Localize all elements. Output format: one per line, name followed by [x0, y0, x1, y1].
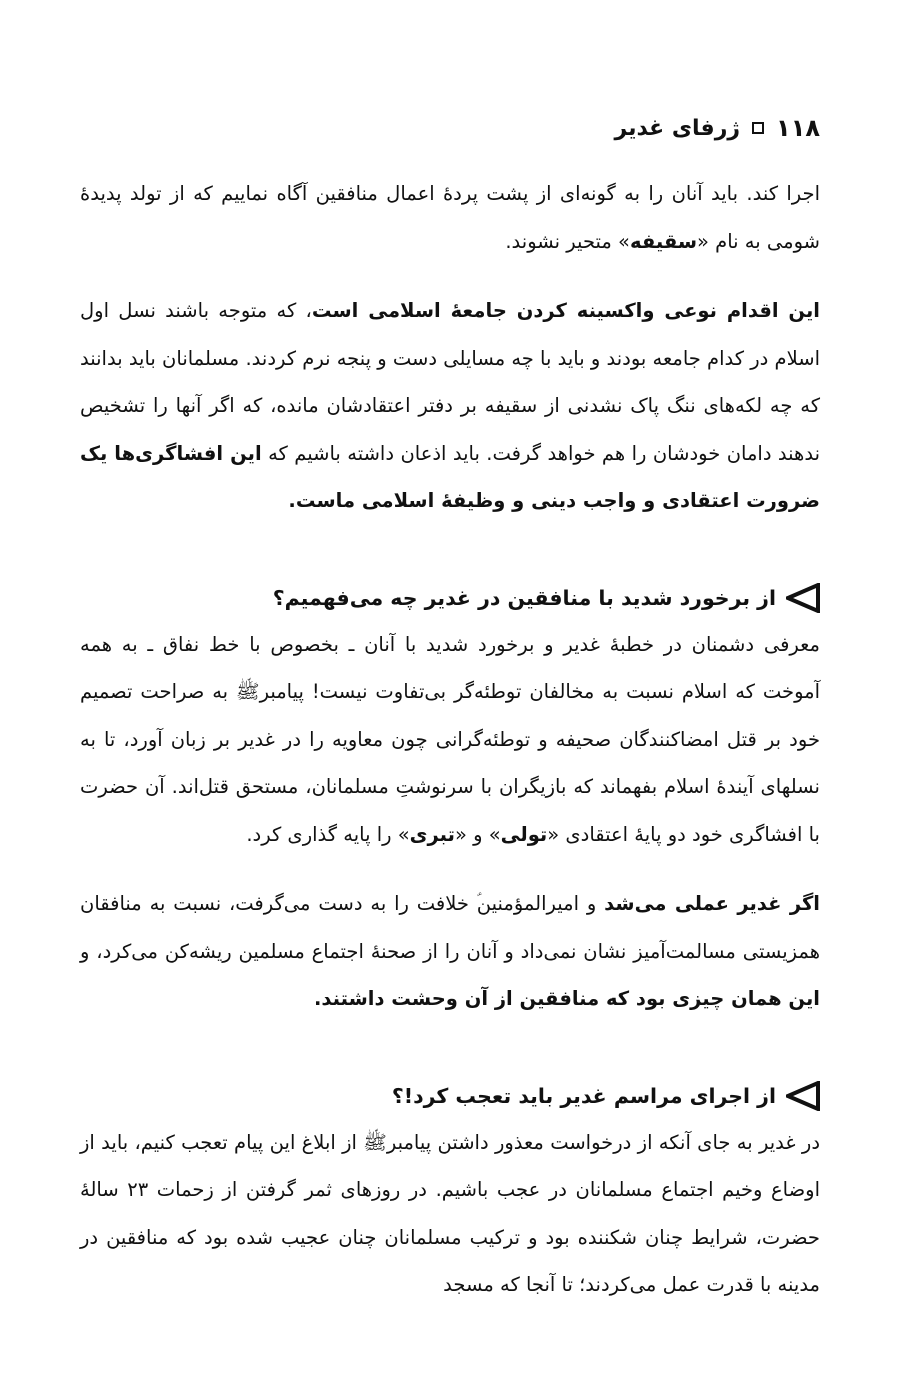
section-heading-text: از اجرای مراسم غدیر باید تعجب کرد!؟ — [391, 1083, 776, 1108]
section-heading-text: از برخورد شدید با منافقین در غدیر چه می‌فهمیم؟ — [272, 585, 776, 610]
bold-phrase: این افشاگری‌ها یک ضرورت اعتقادی و واجب دینی و وظیفهٔ اسلامی ماست. — [80, 441, 820, 512]
triangle-bullet-icon — [786, 583, 820, 613]
section-heading-2 — [80, 1073, 820, 1119]
paragraph-text: و امیرالمؤمنین‌ؑ خلافت را به دست می‌گرفت، نسبت به منافقان همزیستی مسالمت‌آمیز نشان نمی‌داد و آنان را از صحنهٔ اجتماع مسلمین ریشه‌کن می‌کرد، و — [80, 892, 820, 963]
paragraph-5 — [80, 1119, 820, 1309]
section-heading-1 — [80, 575, 820, 621]
paragraph-2 — [80, 287, 820, 525]
page-number: ۱۱۸ — [776, 114, 820, 142]
paragraph-4 — [80, 880, 820, 1023]
book-title: ژرفای غدیر — [614, 115, 741, 141]
paragraph-text: اجرا کند. باید آنان را به گونه‌ای از پشت پردهٔ اعمال منافقین آگاه نماییم که از تولد پدیدهٔ شومی به نام « — [80, 182, 820, 253]
page-body — [80, 170, 820, 1309]
paragraph-text: » متحیر نشوند. — [505, 229, 630, 253]
paragraph-text: » و « — [454, 822, 501, 846]
paragraph-1 — [80, 170, 820, 265]
running-header — [615, 114, 820, 142]
triangle-bullet-icon — [786, 1081, 820, 1111]
bold-term: سقیفه — [630, 229, 698, 253]
bold-phrase: این اقدام نوعی واکسینه کردن جامعهٔ اسلامی است — [311, 299, 820, 322]
bold-term: تبری — [409, 822, 455, 846]
header-separator-box — [752, 122, 764, 134]
paragraph-text: » را پایه گذاری کرد. — [246, 822, 410, 846]
paragraph-text: در غدیر به جای آنکه از درخواست معذور داشتن پیامبرﷺ از ابلاغ این پیام تعجب کنیم، باید از اوضاع وخیم اجتماع مسلمانان در عجب باشیم. در روزهای ثمر گرفتن از زحمات ۲۳ سالهٔ حضرت، شرایط چنان شکننده بود و ترکیب مسلمانان چنان عجیب شده بود که منافقین در مدینه با قدرت عمل می‌کردند؛ تا آنجا که مسجد — [80, 1130, 821, 1296]
paragraph-3 — [80, 621, 820, 859]
paragraph-text: ، که متوجه باشند نسل اول اسلام در کدام جامعه بودند و باید با چه مسایلی دست و پنجه نرم کردند. مسلمانان باید بدانند که چه لکه‌های ننگ پاک نشدنی از سقیفه بر دفتر اعتقادشان مانده، که اگر آنها را تشخیص ندهند دامان خودشان را هم خواهد گرفت. باید اذعان داشته باشیم که — [80, 299, 820, 465]
bold-term: تولی — [500, 822, 548, 846]
paragraph-text: معرفی دشمنان در خطبهٔ غدیر و برخورد شدید با آنان ـ بخصوص با خط نفاق ـ به همه آموخت که اسلام نسبت به مخالفان توطئه‌گر بی‌تفاوت نیست! پیامبرﷺ به صراحت تصمیم خود بر قتل امضاکنندگان صحیفه و توطئه‌گرانی چون معاویه را در غدیر بر زبان آورد، تا به نسلهای آیندهٔ اسلام بفهماند که بازیگران با سرنوشتِ مسلمانان، مستحق قتل‌اند. آن حضرت با افشاگری خود دو پایهٔ اعتقادی « — [80, 632, 820, 846]
bold-phrase: این همان چیزی بود که منافقین از آن وحشت داشتند. — [314, 987, 820, 1010]
bold-phrase: اگر غدیر عملی می‌شد — [604, 892, 820, 915]
